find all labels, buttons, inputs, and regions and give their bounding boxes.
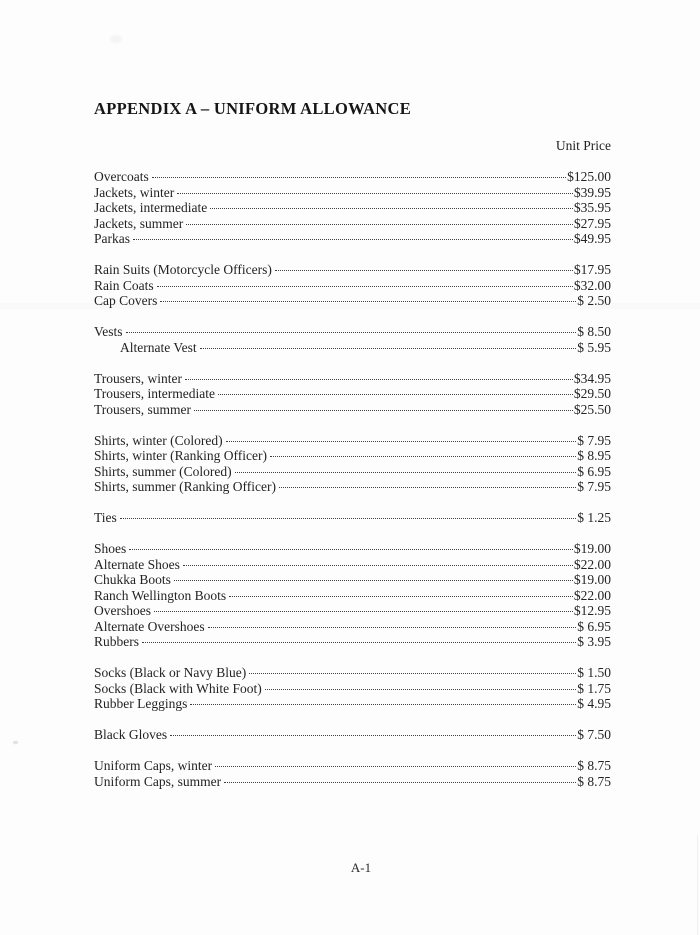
price-section (94, 541, 611, 650)
item-price: $125.00 (567, 169, 611, 184)
dot-leader (226, 441, 577, 442)
price-row (94, 340, 611, 356)
price-section (94, 665, 611, 712)
price-row (94, 262, 611, 278)
dot-leader (270, 456, 576, 457)
price-row (94, 278, 611, 294)
price-row (94, 216, 611, 232)
item-price: $34.95 (573, 370, 611, 386)
dot-leader (200, 348, 577, 349)
page-content (94, 0, 611, 789)
item-price: $ 5.95 (577, 339, 611, 355)
dot-leader (177, 193, 573, 194)
item-price: $ 8.50 (577, 324, 611, 339)
price-row (94, 479, 611, 495)
dot-leader (174, 580, 573, 581)
dot-leader (210, 208, 573, 209)
item-price: $ 1.50 (577, 665, 611, 680)
item-price: $19.00 (573, 541, 611, 556)
item-price: $22.00 (573, 587, 611, 603)
item-label: Socks (Black or Navy Blue) (94, 665, 247, 680)
item-label: Rubbers (94, 634, 139, 649)
price-row (94, 541, 611, 557)
dot-leader (275, 270, 573, 271)
price-row (94, 402, 611, 418)
price-row (94, 603, 611, 619)
price-row (94, 185, 611, 201)
price-section (94, 262, 611, 309)
item-price: $ 6.95 (577, 618, 611, 634)
price-row (94, 371, 611, 387)
price-section (94, 169, 611, 247)
item-label: Black Gloves (94, 727, 168, 742)
price-row (94, 588, 611, 604)
price-section (94, 510, 611, 526)
item-label: Uniform Caps, summer (94, 773, 222, 789)
dot-leader (129, 549, 573, 550)
price-row (94, 200, 611, 216)
item-price: $ 7.95 (577, 479, 611, 494)
price-row (94, 696, 611, 712)
dot-leader (194, 410, 573, 411)
price-row (94, 634, 611, 650)
item-label: Rain Coats (94, 277, 154, 293)
item-price: $ 1.25 (577, 510, 611, 525)
item-label: Chukka Boots (94, 572, 171, 587)
dot-leader (215, 766, 576, 767)
item-price: $49.95 (573, 231, 611, 246)
dot-leader (142, 642, 576, 643)
price-row (94, 433, 611, 449)
item-price: $27.95 (573, 215, 611, 231)
price-row (94, 169, 611, 185)
item-label: Overcoats (94, 169, 149, 184)
dot-leader (183, 565, 573, 566)
dot-leader (185, 379, 573, 380)
dot-leader (279, 487, 576, 488)
item-label: Parkas (94, 231, 130, 246)
item-label: Uniform Caps, winter (94, 758, 213, 773)
item-label: Ties (94, 510, 117, 525)
item-price: $ 7.50 (577, 727, 611, 742)
item-label: Trousers, intermediate (94, 386, 215, 401)
item-price: $12.95 (573, 603, 611, 618)
dot-leader (229, 596, 573, 597)
dot-leader (154, 611, 573, 612)
price-row (94, 572, 611, 588)
price-row (94, 464, 611, 480)
scan-speck-artifact (13, 741, 18, 744)
dot-leader (186, 224, 573, 225)
price-row (94, 293, 611, 309)
price-row (94, 557, 611, 573)
scan-edge-artifact (697, 835, 698, 935)
item-label: Jackets, intermediate (94, 200, 208, 215)
dot-leader (265, 689, 577, 690)
price-row (94, 681, 611, 697)
item-label: Shirts, winter (Colored) (94, 432, 223, 448)
item-price: $ 8.95 (577, 448, 611, 463)
price-row (94, 774, 611, 790)
item-price: $ 2.50 (577, 293, 611, 308)
dot-leader (120, 518, 576, 519)
item-price: $25.50 (573, 401, 611, 417)
page-number: A-1 (350, 860, 372, 875)
item-label: Shirts, summer (Ranking Officer) (94, 479, 276, 494)
item-label: Shirts, winter (Ranking Officer) (94, 448, 267, 463)
price-row (94, 619, 611, 635)
item-label: Alternate Overshoes (94, 618, 205, 634)
item-price: $ 3.95 (577, 634, 611, 649)
price-list (94, 169, 611, 789)
page-title: APPENDIX A – UNIFORM ALLOWANCE (94, 99, 412, 118)
item-label: Trousers, winter (94, 370, 183, 386)
item-price: $32.00 (573, 277, 611, 293)
item-price: $35.95 (573, 200, 611, 215)
item-label: Vests (94, 324, 123, 339)
price-row (94, 510, 611, 526)
price-section (94, 727, 611, 743)
item-price: $19.00 (573, 572, 611, 587)
item-label: Rain Suits (Motorcycle Officers) (94, 262, 272, 277)
dot-leader (160, 301, 576, 302)
item-price: $22.00 (573, 556, 611, 572)
price-row (94, 324, 611, 340)
item-label: Ranch Wellington Boots (94, 587, 227, 603)
item-price: $ 8.75 (577, 758, 611, 773)
price-row (94, 727, 611, 743)
dot-leader (218, 394, 573, 395)
item-price: $ 7.95 (577, 432, 611, 448)
item-label: Socks (Black with White Foot) (94, 680, 262, 696)
dot-leader (152, 177, 566, 178)
dot-leader (126, 332, 577, 333)
item-price: $ 6.95 (577, 463, 611, 479)
dot-leader (235, 472, 577, 473)
price-row (94, 448, 611, 464)
item-label: Cap Covers (94, 293, 158, 308)
item-label: Trousers, summer (94, 401, 192, 417)
price-row (94, 386, 611, 402)
dot-leader (208, 627, 577, 628)
unit-price-column-header: Unit Price (555, 138, 611, 153)
item-label: Jackets, summer (94, 215, 184, 231)
dot-leader (170, 735, 576, 736)
dot-leader (133, 239, 573, 240)
price-section (94, 433, 611, 495)
price-row (94, 231, 611, 247)
item-price: $ 8.75 (577, 773, 611, 789)
item-price: $ 4.95 (577, 696, 611, 711)
item-label: Alternate Shoes (94, 556, 180, 572)
dot-leader (157, 286, 573, 287)
dot-leader (249, 673, 576, 674)
item-price: $39.95 (573, 184, 611, 200)
price-section (94, 758, 611, 789)
price-row (94, 758, 611, 774)
price-section (94, 324, 611, 355)
dot-leader (190, 704, 576, 705)
item-label: Shirts, summer (Colored) (94, 463, 232, 479)
item-price: $17.95 (573, 262, 611, 277)
item-price: $29.50 (573, 386, 611, 401)
item-price: $ 1.75 (577, 680, 611, 696)
dot-leader (224, 782, 576, 783)
item-label: Overshoes (94, 603, 151, 618)
item-label: Shoes (94, 541, 127, 556)
price-row (94, 665, 611, 681)
item-label: Jackets, winter (94, 184, 175, 200)
item-label: Rubber Leggings (94, 696, 188, 711)
price-section (94, 371, 611, 418)
item-label: Alternate Vest (120, 339, 197, 355)
